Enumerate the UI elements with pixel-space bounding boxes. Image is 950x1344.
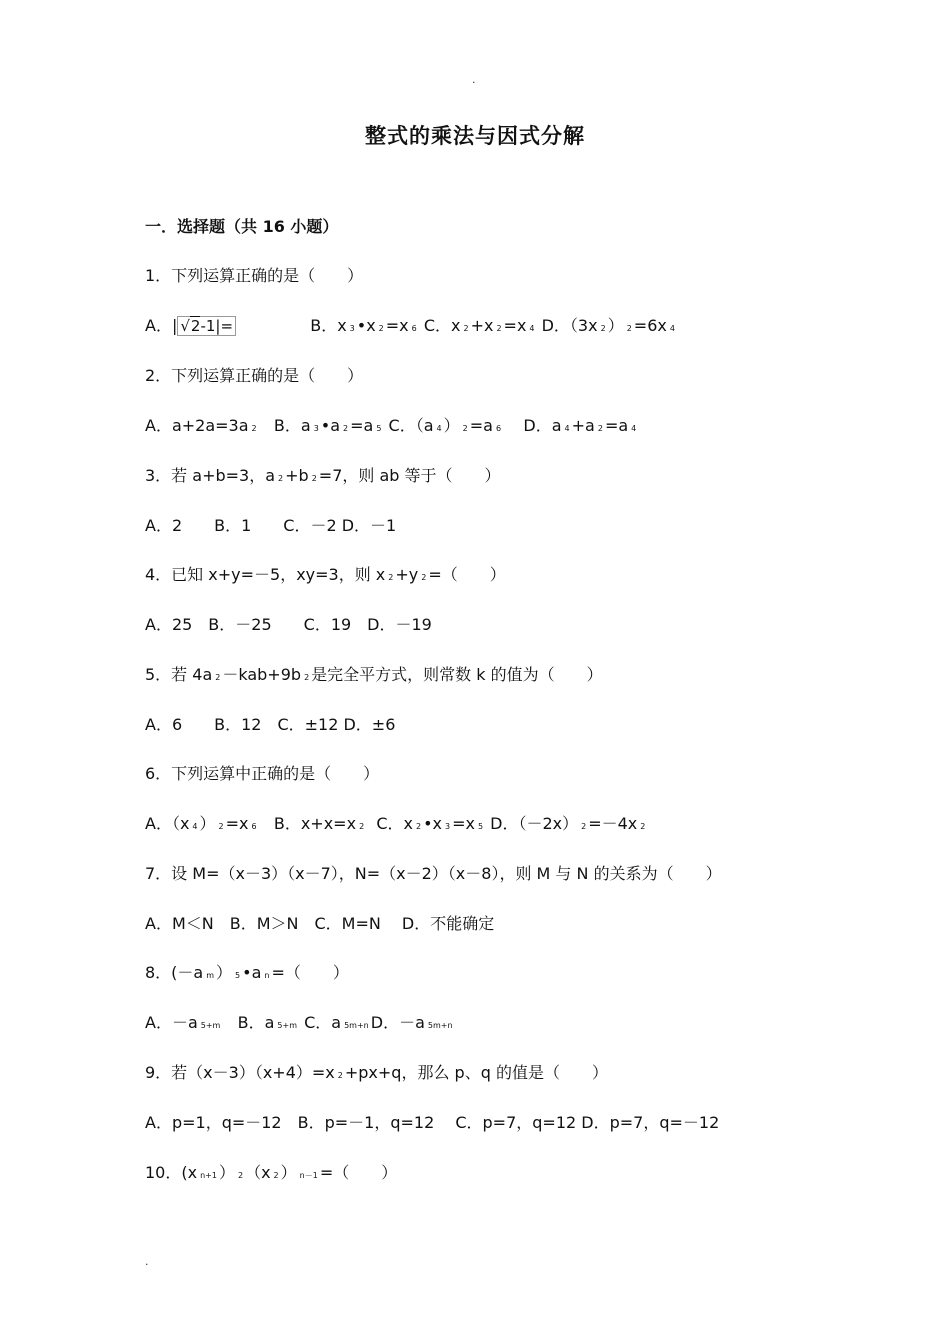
page-top-mark: . (472, 73, 476, 86)
question-9-stem: 9．若（x－3）（x+4）=x 2 +px+q，那么 p、q 的值是（ ） (145, 1063, 608, 1082)
option-c: C．a 5m+n (304, 1013, 369, 1032)
question-9-options: A．p=1，q=－12 B．p=－1，q=12 C．p=7，q=12 D．p=7，q=－12 (145, 1113, 720, 1132)
question-2-options (145, 414, 638, 438)
option-a: A．－a 5+m (145, 1013, 221, 1032)
question-8-stem: 8．(－a m ） 5 •a n =（ ） (145, 963, 349, 982)
question-6-stem: 6．下列运算中正确的是（ ） (145, 764, 380, 783)
option-d: D．（－2x） 2 =－4x 2 (490, 814, 646, 833)
option-b: B．a 5+m (237, 1013, 298, 1032)
option-d: D．－a 5m+n (370, 1013, 453, 1032)
question-5-stem: 5．若 4a 2 －kab+9b 2 是完全平方式，则常数 k 的值为（ ） (145, 665, 603, 684)
page-title: 整式的乘法与因式分解 (365, 124, 585, 148)
question-6-options (145, 812, 647, 836)
question-4-options: A．25 B．－25 C．19 D．－19 (145, 615, 432, 634)
option-b: B．x 3 •x 2 =x 6 (310, 316, 417, 335)
option-a: A．| √2-1|= (145, 316, 236, 335)
question-3-stem: 3．若 a+b=3，a 2 +b 2 =7，则 ab 等于（ ） (145, 466, 501, 485)
option-c: C．x 2 •x 3 =x 5 (376, 814, 484, 833)
option-a: A．a+2a=3a 2 (145, 416, 257, 435)
option-c: C．（a 4 ） 2 =a 6 (388, 416, 502, 435)
option-c: C．x 2 +x 2 =x 4 (423, 316, 535, 335)
option-d: D．（3x 2 ） 2 =6x 4 (541, 316, 675, 335)
option-a: A．（x 4 ） 2 =x 6 (145, 814, 257, 833)
question-5-options: A．6 B．12 C．±12 D．±6 (145, 715, 396, 734)
question-10-stem: 10．(x n+1 ） 2 （x 2 ） n－1 =（ ） (145, 1163, 398, 1182)
question-1-options (145, 314, 677, 338)
option-d: D．a 4 +a 2 =a 4 (523, 416, 637, 435)
question-8-options (145, 1011, 455, 1035)
sqrt-box: √2-1|= (177, 316, 236, 336)
question-7-options: A．M＜N B．M＞N C．M=N D．不能确定 (145, 914, 495, 933)
question-4-stem: 4．已知 x+y=－5，xy=3，则 x 2 +y 2 =（ ） (145, 565, 506, 584)
question-1-stem: 1．下列运算正确的是（ ） (145, 266, 364, 285)
question-7-stem: 7．设 M=（x－3）（x－7），N=（x－2）（x－8），则 M 与 N 的关系为（ ） (145, 864, 722, 883)
page-bottom-mark: . (145, 1255, 149, 1268)
question-2-stem: 2．下列运算正确的是（ ） (145, 366, 364, 385)
option-b: B．a 3 •a 2 =a 5 (273, 416, 382, 435)
section-heading: 一．选择题（共 16 小题） (145, 217, 339, 236)
option-b: B．x+x=x 2 (273, 814, 365, 833)
question-3-options: A．2 B．1 C．－2 D．－1 (145, 516, 397, 535)
